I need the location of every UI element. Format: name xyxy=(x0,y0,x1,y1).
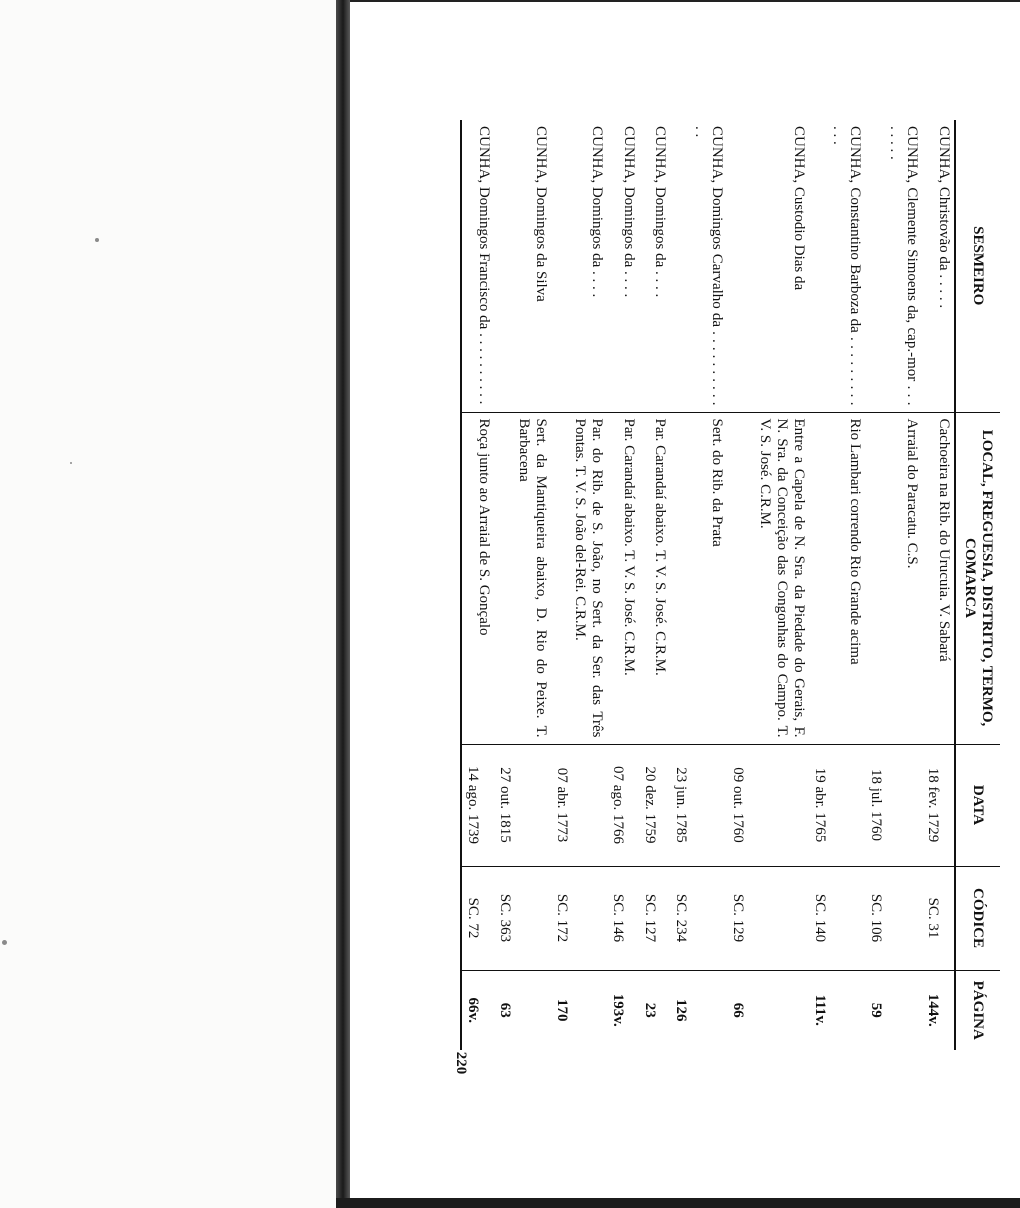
table-row xyxy=(551,120,608,1050)
table-row xyxy=(494,120,551,1050)
pagina-cell: 66 xyxy=(729,1002,746,1018)
sesmeiro-cell: CUNHA, Domingos da . . . . xyxy=(551,120,608,412)
sesmeiro-cell: CUNHA, Domingos Francisco da . . . . . . . . . . xyxy=(461,120,494,412)
pagina-cell: 66v. xyxy=(461,970,494,1050)
header-local: LOCAL, FREGUESIA, DISTRITO, TERMO, COMARCA xyxy=(955,412,1000,744)
codice-cell: SC. 127 xyxy=(639,866,670,970)
speck xyxy=(95,238,99,242)
top-edge xyxy=(350,0,1020,2)
local-cell: Roça junto ao Arraial de S. Gonçalo xyxy=(461,412,494,744)
sesmeiro-cell: CUNHA, Domingos da . . . . xyxy=(607,120,638,412)
local-cell: Arraial do Paracatu. C.S. xyxy=(865,412,922,744)
data-cell: 18 fev. 1729 xyxy=(922,744,955,866)
header-data: DATA xyxy=(955,744,1000,866)
pagina-cell: 59 xyxy=(868,1002,885,1018)
table-row xyxy=(922,120,955,1050)
sesmeiro-cell: CUNHA, Domingos da . . . . xyxy=(639,120,670,412)
pagina-cell: 193v. xyxy=(610,993,627,1027)
codice-cell: SC. 129 xyxy=(727,866,809,970)
codice-cell: SC. 140 xyxy=(809,866,866,970)
codice-cell: SC. 172 xyxy=(551,866,608,970)
table-row xyxy=(461,120,494,1050)
codice-cell: SC. 31 xyxy=(922,866,955,970)
sesmeiro-cell: CUNHA, Custodio Dias da xyxy=(727,120,809,412)
codice-cell: SC. 234 xyxy=(670,866,727,970)
book-spine xyxy=(336,0,350,1208)
sesmeiro-cell: CUNHA, Constantino Barboza da . . . . . . . . . . . . xyxy=(809,120,866,412)
local-cell: Sert. do Rib. da Prata xyxy=(670,412,727,744)
left-margin xyxy=(0,0,338,1208)
data-cell: 07 ago. 1766 xyxy=(607,744,638,866)
local-cell: Par. Carandaí abaixo. T. V. S. José. C.R.M. xyxy=(639,412,670,744)
sesmeiro-cell: CUNHA, Christovão da . . . . . xyxy=(922,120,955,412)
data-cell: 27 out. 1815 xyxy=(494,744,551,866)
table-row xyxy=(670,120,727,1050)
sesmeiro-cell: CUNHA, Domingos da Silva xyxy=(494,120,551,412)
speck xyxy=(70,462,72,464)
table-row xyxy=(607,120,638,1050)
sesmeiro-cell: CUNHA, Domingos Carvalho da . . . . . . . . . . . . xyxy=(670,120,727,412)
page-number: 220 xyxy=(453,1051,469,1075)
table-row xyxy=(727,120,809,1050)
local-cell: Entre a Capela de N. Sra. da Piedade do Gerais, F. N. Sra. da Conceição das Congonhas do Campo. T. V. S. José. C.R.M. xyxy=(727,412,809,744)
sesmarias-table-wrapper xyxy=(460,120,1000,1050)
speck xyxy=(2,940,7,945)
header-codice: CÓDICE xyxy=(955,866,1000,970)
pagina-cell: 170 xyxy=(553,999,570,1022)
header-pagina: PÁGINA xyxy=(955,970,1000,1050)
data-cell: 14 ago. 1739 xyxy=(461,744,494,866)
data-cell: 23 jun. 1785 xyxy=(670,744,727,866)
table-header-row xyxy=(955,120,1000,1050)
bottom-edge xyxy=(336,1198,1020,1208)
sesmeiro-cell: CUNHA, Clemente Simoens da, cap.-mor . . . . . . . . xyxy=(865,120,922,412)
table-row xyxy=(809,120,866,1050)
pagina-cell: 63 xyxy=(496,1002,513,1018)
table-row xyxy=(639,120,670,1050)
pagina-cell: 111v. xyxy=(811,994,828,1026)
pagina-cell: 23 xyxy=(641,1002,658,1018)
local-cell: Cachoeira na Rib. do Urucuia. V. Sabará xyxy=(922,412,955,744)
codice-cell: SC. 363 xyxy=(494,866,551,970)
sesmarias-table xyxy=(460,120,1000,1050)
local-cell: Sert. da Mantiqueira abaixo, D. Rio do Peixe. T. Barbacena xyxy=(494,412,551,744)
local-cell: Par. do Rib. de S. João, no Sert. da Ser. das Três Pontas. T. V. S. João del-Rei. C.R.M. xyxy=(551,412,608,744)
local-cell: Par. Carandaí abaixo. T. V. S. José. C.R.M. xyxy=(607,412,638,744)
codice-cell: SC. 146 xyxy=(607,866,638,970)
data-cell: 09 out. 1760 xyxy=(727,744,809,866)
codice-cell: SC. 72 xyxy=(461,866,494,970)
header-sesmeiro: SESMEIRO xyxy=(955,120,1000,412)
data-cell: 20 dez. 1759 xyxy=(639,744,670,866)
data-cell: 18 jul. 1760 xyxy=(865,744,922,866)
pagina-cell: 144v. xyxy=(925,993,942,1027)
codice-cell: SC. 106 xyxy=(865,866,922,970)
data-cell: 19 abr. 1765 xyxy=(809,744,866,866)
pagina-cell: 126 xyxy=(672,999,689,1022)
table-row xyxy=(865,120,922,1050)
local-cell: Rio Lambari correndo Rio Grande acima xyxy=(809,412,866,744)
data-cell: 07 abr. 1773 xyxy=(551,744,608,866)
